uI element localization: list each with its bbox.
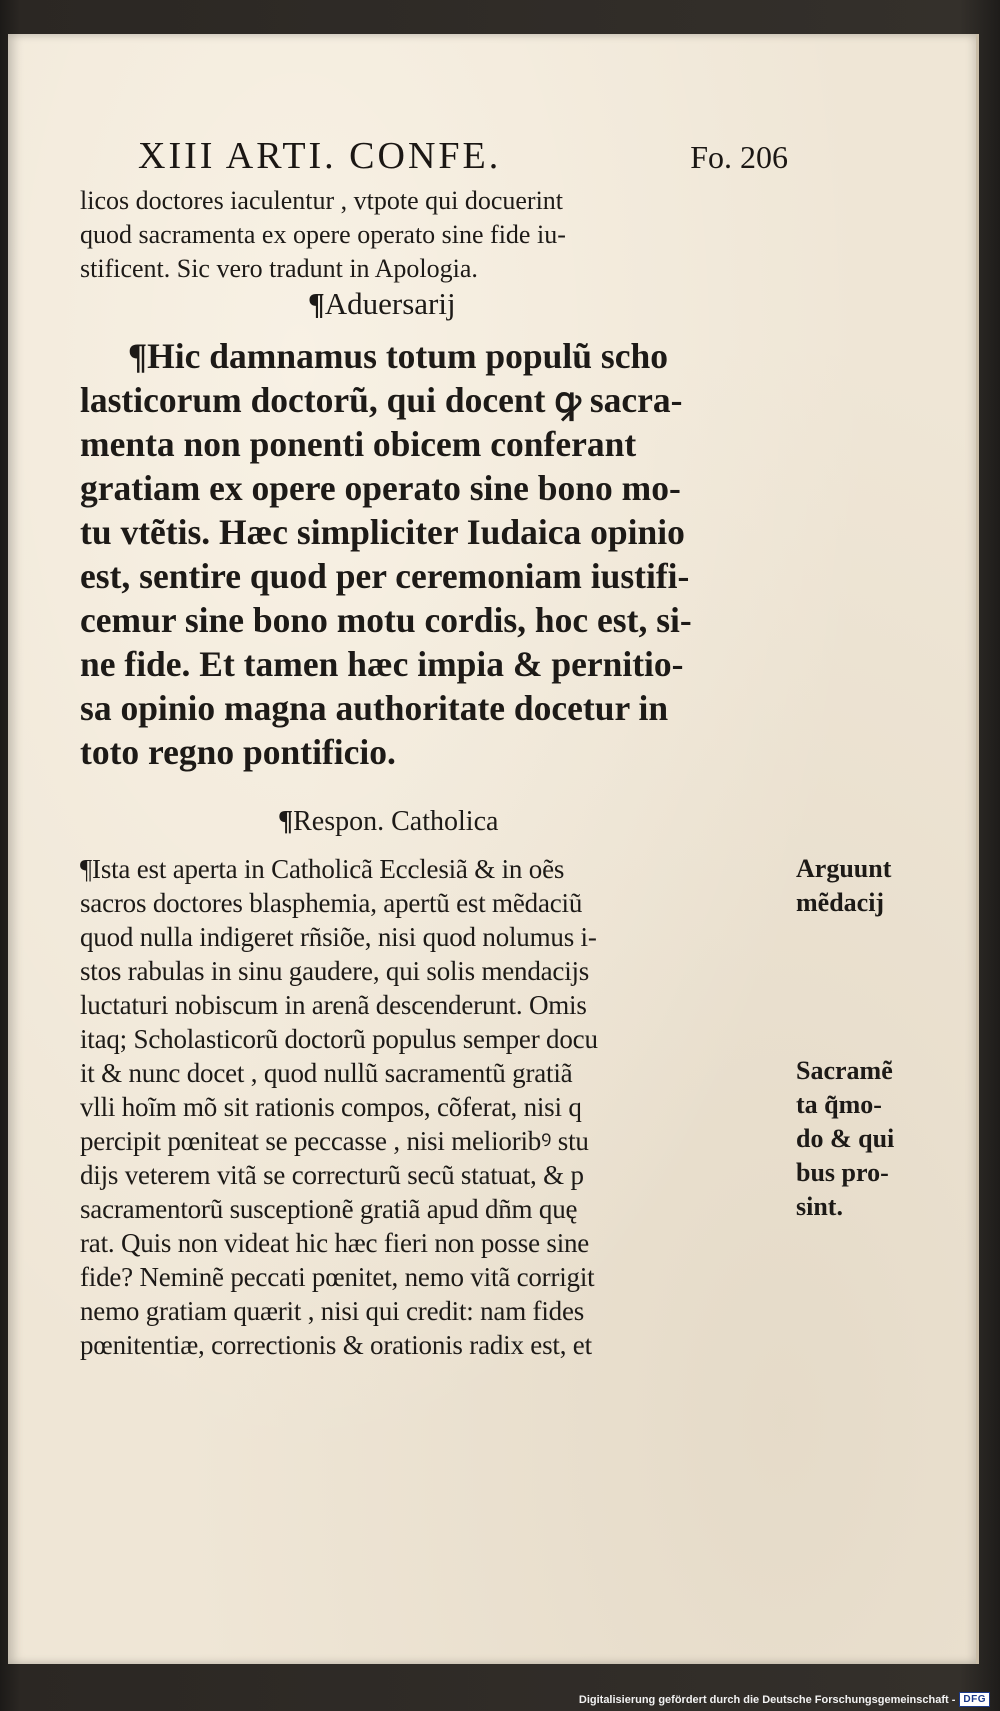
text-line: lasticorum doctorũ, qui docent ꝙ sacra-	[80, 380, 683, 420]
adversarii-heading	[308, 286, 456, 322]
margin-line: do & qui	[796, 1124, 895, 1153]
marginal-note-sacramenta	[796, 1054, 936, 1224]
response-paragraph	[80, 852, 780, 1362]
margin-line: bus pro-	[796, 1158, 889, 1187]
heading-label: Respon. Catholica	[293, 806, 499, 837]
response-heading	[278, 806, 498, 838]
text-line: pœnitentiæ, correctionis & orationis radix est, et	[80, 1330, 592, 1360]
margin-line: sint.	[796, 1192, 843, 1221]
quote-paragraph	[128, 334, 828, 378]
text-line: fide? Neminẽ peccati pœnitet, nemo vitã corrigit	[80, 1262, 595, 1292]
text-line: ne fide. Et tamen hæc impia & pernitio-	[80, 644, 684, 684]
dfg-logo-icon: DFG	[959, 1692, 990, 1707]
folio-number: Fo. 206	[690, 139, 788, 175]
text-line: licos doctores iaculentur , vtpote qui docuerint	[80, 186, 564, 215]
text-line: tu vtẽtis. Hæc simpliciter Iudaica opinio	[80, 512, 685, 552]
digitization-credit	[579, 1692, 990, 1707]
text-line: stos rabulas in sinu gaudere, qui solis mendacijs	[80, 956, 590, 986]
running-title: XIII ARTI. CONFE.	[138, 135, 502, 177]
margin-line: mẽdacij	[796, 888, 885, 917]
text-line: it & nunc docet , quod nullũ sacramentũ gratiã	[80, 1058, 573, 1088]
text-line: rat. Quis non videat hic hæc fieri non posse sine	[80, 1228, 590, 1258]
marginal-note-arguunt	[796, 852, 936, 920]
text-line: ¶Ista est aperta in Catholicã Ecclesiã & in oẽs	[80, 854, 565, 884]
intro-paragraph	[80, 184, 780, 286]
margin-line: Arguunt	[796, 854, 892, 883]
text-line: ¶Hic damnamus totum populũ scho	[128, 336, 668, 376]
text-line: gratiam ex opere operato sine bono mo-	[80, 468, 681, 508]
heading-label: Aduersarij	[324, 286, 456, 321]
running-header	[138, 134, 788, 184]
text-line: itaq; Scholasticorũ doctorũ populus semper docu	[80, 1024, 598, 1054]
book-page	[8, 34, 979, 1664]
text-line: nemo gratiam quærit , nisi qui credit: nam fides	[80, 1296, 585, 1326]
text-line: luctaturi nobiscum in arenã descenderunt. Omis	[80, 990, 587, 1020]
quote-paragraph-body	[80, 378, 780, 774]
text-line: sa opinio magna authoritate docetur in	[80, 688, 669, 728]
margin-line: Sacramẽ	[796, 1056, 893, 1085]
pilcrow-icon: ¶	[308, 286, 325, 321]
text-line: est, sentire quod per ceremoniam iustifi-	[80, 556, 690, 596]
text-line: menta non ponenti obicem conferant	[80, 424, 637, 464]
text-line: sacros doctores blasphemia, apertũ est mẽdaciũ	[80, 888, 583, 918]
pilcrow-icon: ¶	[278, 806, 294, 837]
text-line: percipit pœniteat se peccasse , nisi melioribꝰ stu	[80, 1126, 589, 1156]
credit-text: Digitalisierung gefördert durch die Deutsche Forschungsgemeinschaft -	[578, 1693, 956, 1706]
text-line: vlli hoĩm mõ sit rationis compos, cõferat, nisi q	[80, 1092, 582, 1122]
text-line: sacramentorũ susceptionẽ gratiã apud dñm quę	[80, 1194, 578, 1224]
text-line: stificent. Sic vero tradunt in Apologia.	[80, 254, 478, 283]
text-line: toto regno pontificio.	[80, 732, 396, 772]
text-line: dijs veterem vitã se correcturũ secũ statuat, & p	[80, 1160, 584, 1190]
text-line: cemur sine bono motu cordis, hoc est, si-	[80, 600, 692, 640]
margin-line: ta q̃mo-	[796, 1090, 882, 1119]
text-line: quod nulla indigeret rñsiõe, nisi quod nolumus i-	[80, 922, 597, 952]
text-line: quod sacramenta ex opere operato sine fide iu-	[80, 220, 566, 249]
